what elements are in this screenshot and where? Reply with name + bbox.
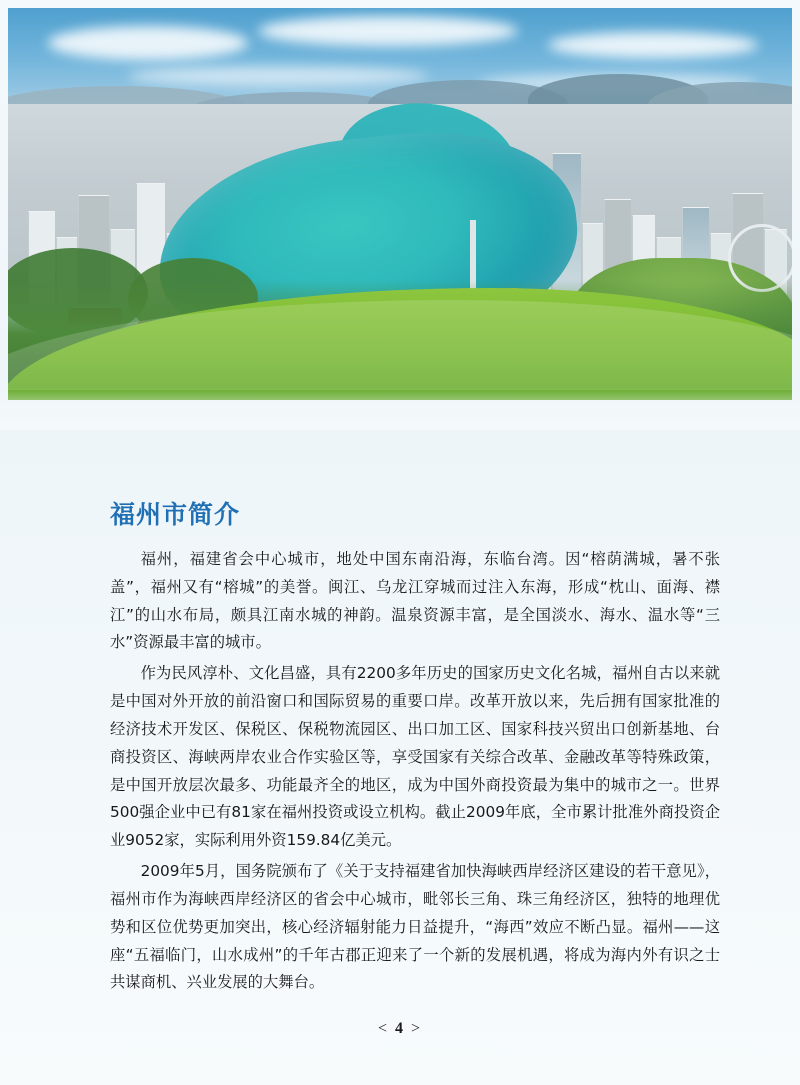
paragraph-1: 福州，福建省会中心城市，地处中国东南沿海，东临台湾。因“榕荫满城，暑不张盖”，福州又有“榕城”的美誉。闽江、乌龙江穿城而过注入东海，形成“枕山、面海、襟江”的山水布局，颇具江南水城的神韵。温泉资源丰富，是全国淡水、海水、温水等“三水”资源最丰富的城市。 — [110, 550, 720, 652]
photo-bottom-fade — [0, 388, 800, 430]
article-body — [110, 500, 720, 1000]
page-marker-right: > — [411, 1020, 423, 1037]
page-marker-left: < — [377, 1020, 389, 1037]
page-title: 福州市简介 — [110, 500, 241, 529]
paragraph-3: 2009年5月，国务院颁布了《关于支持福建省加快海峡西岸经济区建设的若干意见》，福州市作为海峡西岸经济区的省会中心城市，毗邻长三角、珠三角经济区，独特的地理优势和区位优势更加突出，核心经济辐射能力日益提升，“海西”效应不断凸显。福州——这座“五福临门，山水成州”的千年古郡正迎来了一个新的发展机遇，将成为海内外有识之士共谋商机、兴业发展的大舞台。 — [110, 862, 720, 992]
page-number-value: 4 — [395, 1020, 405, 1037]
cloud — [128, 66, 428, 86]
city-aerial-photo — [8, 8, 792, 400]
cloud — [548, 32, 758, 58]
cloud — [258, 16, 518, 46]
paragraph-2: 作为民风淳朴、文化昌盛，具有2200多年历史的国家历史文化名城，福州自古以来就是中国对外开放的前沿窗口和国际贸易的重要口岸。改革开放以来，先后拥有国家批准的经济技术开发区、保税区、保税物流园区、出口加工区、国家科技兴贸出口创新基地、台商投资区、海峡两岸农业合作实验区等，享受国家有关综合改革、金融改革等特殊政策，是中国开放层次最多、功能最齐全的地区，成为中国外商投资最为集中的城市之一。世界500强企业中已有81家在福州投资或设立机构。截止2009年底，全市累计批准外商投资企业9052家，实际利用外资159.84亿美元。 — [110, 664, 720, 850]
cloud — [48, 26, 248, 60]
hero-photo — [0, 0, 800, 430]
footer-page-number — [0, 1020, 800, 1038]
